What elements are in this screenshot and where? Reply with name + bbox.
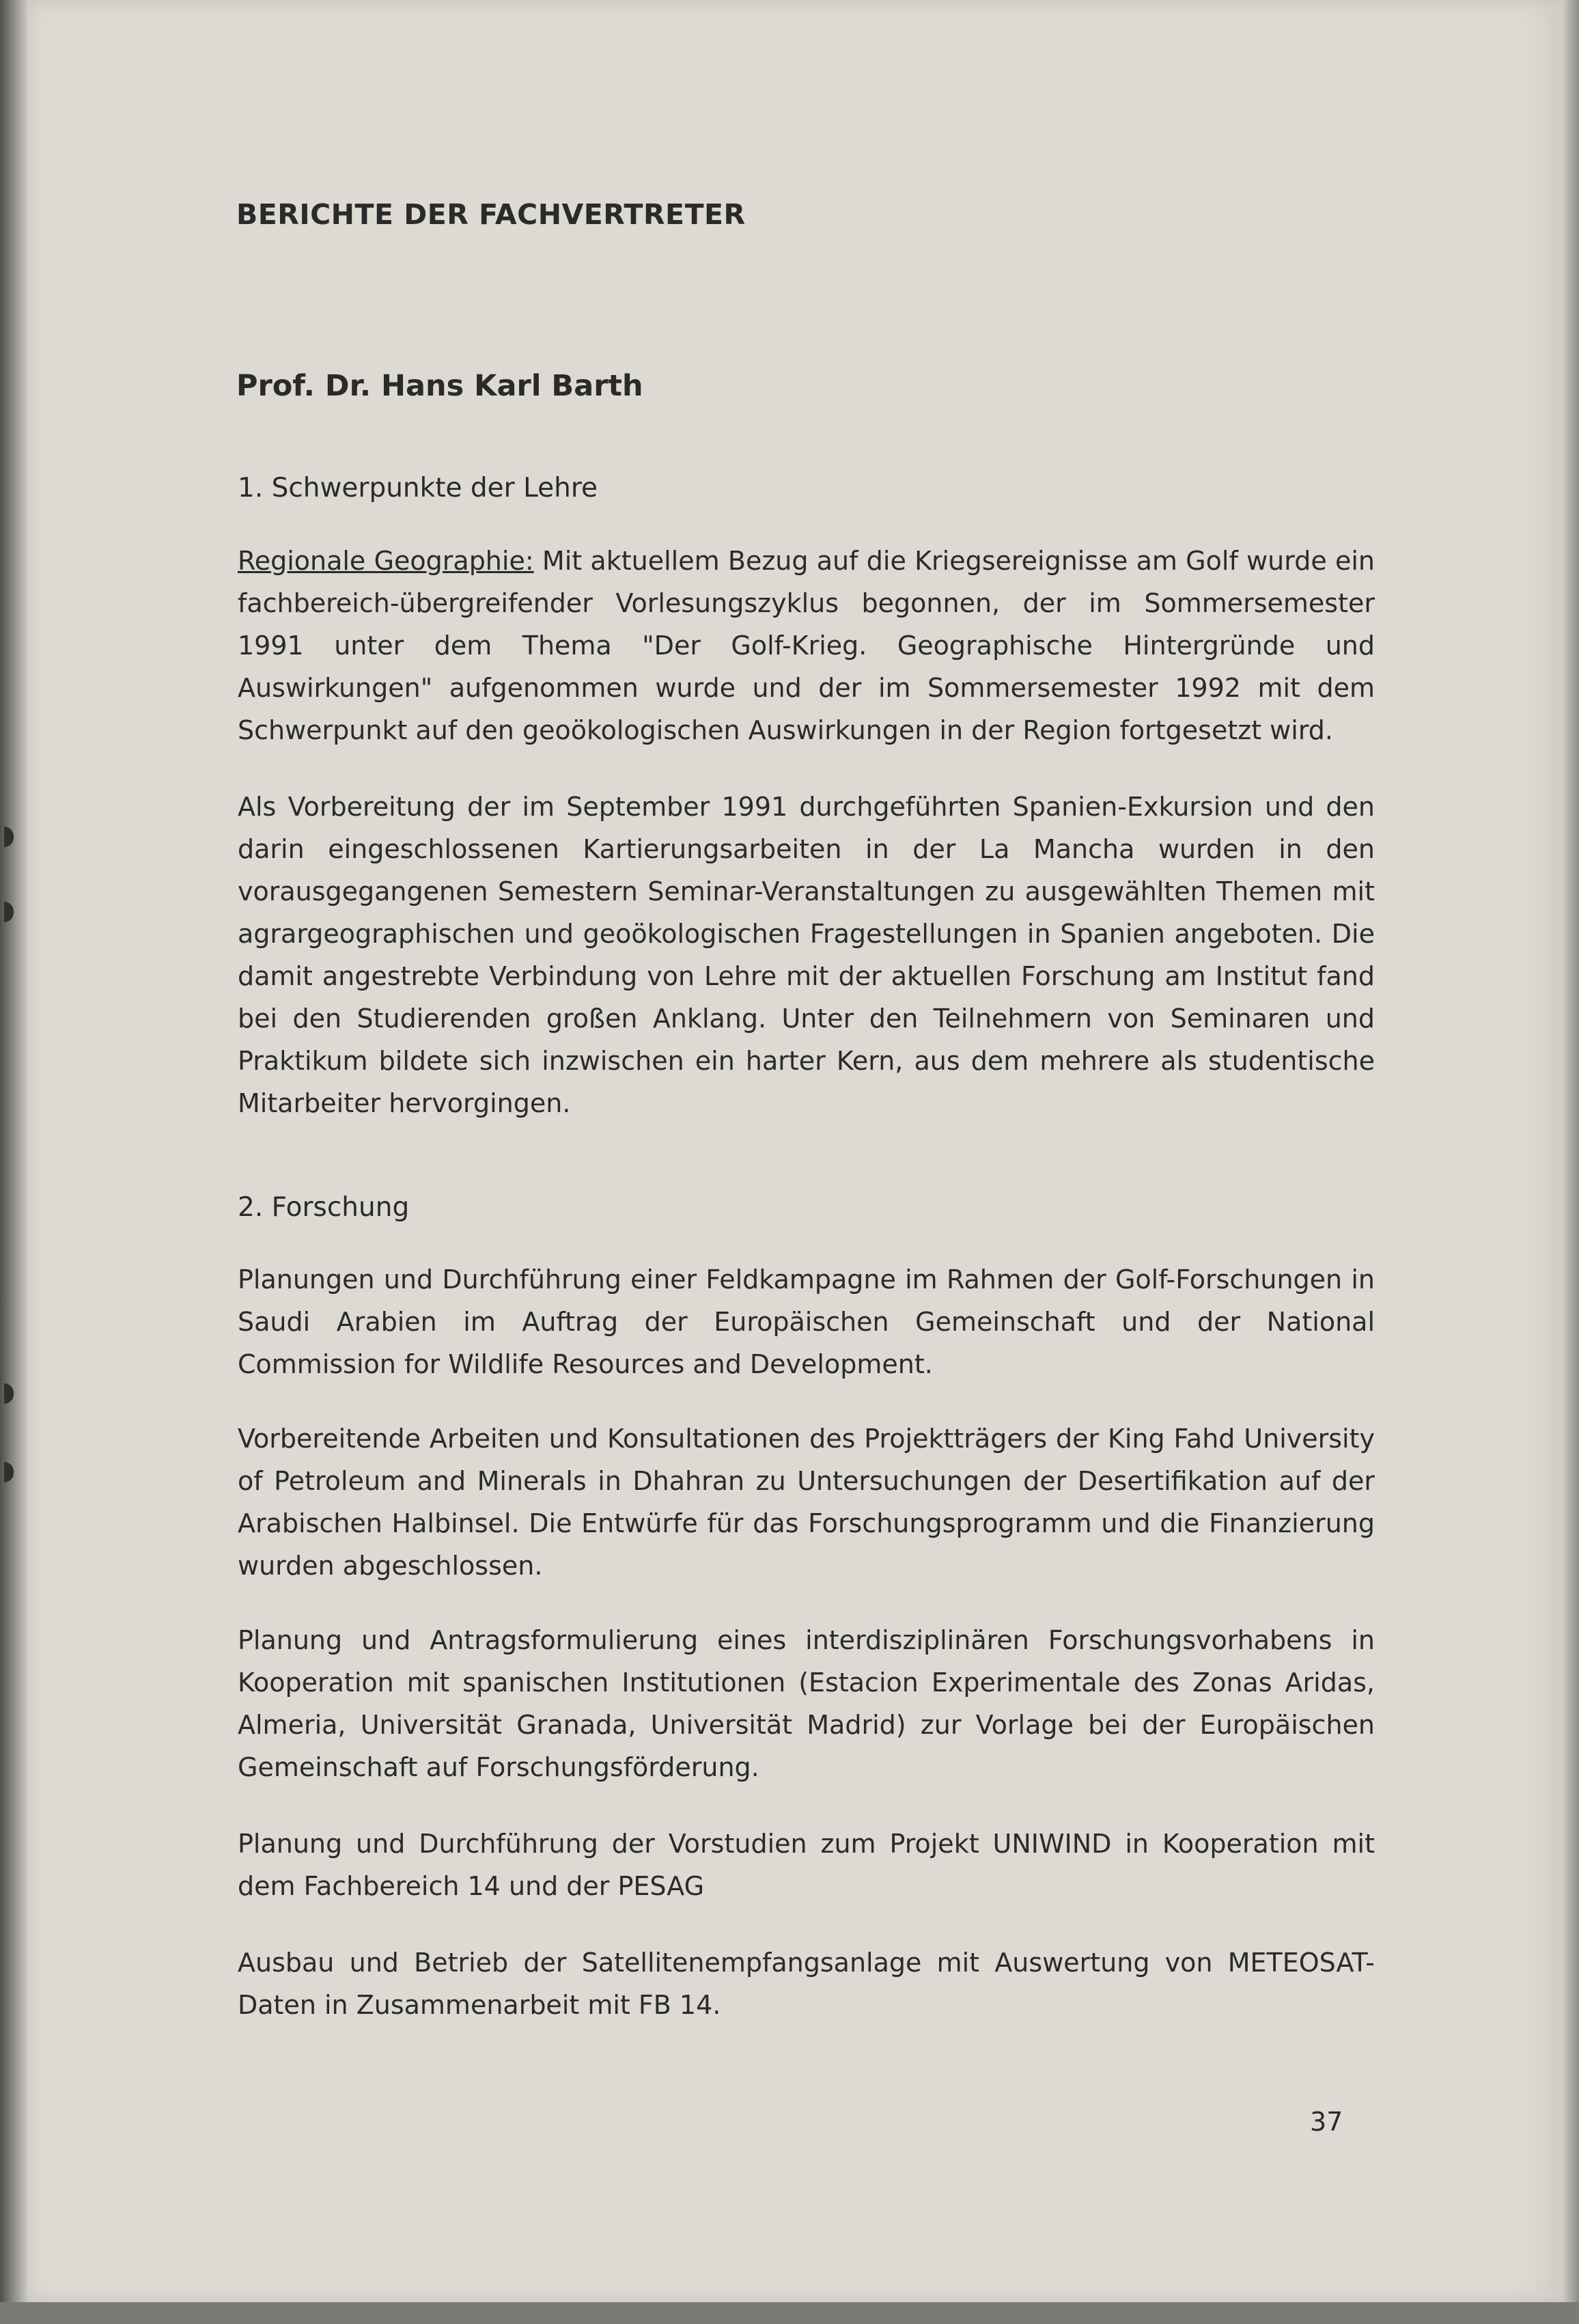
paragraph-spanien-exkursion: Als Vorbereitung der im September 1991 durchgeführten Spanien-Exkursion und den darin eingeschlossenen Kartierungsarbeiten in der La Mancha wurden in den vorausgegangenen Semestern Seminar-Veranstaltungen zu ausgewählten Themen mit agrargeographischen und geoökologischen Fragestellungen in Spanien angeboten. Die damit angestrebte Verbindung von Lehre mit der aktuellen Forschung am Institut fand bei den Studierenden großen Anklang. Unter den Teilnehmern von Seminaren und Praktikum bildete sich inzwischen ein harter Kern, aus dem mehrere als studentische Mitarbeiter hervorgingen. [238, 792, 1375, 1118]
paragraph-antragsformulierung: Planung und Antragsformulierung eines interdisziplinären Forschungsvorhabens in Kooperation mit spanischen Institutionen (Estacion Experimentale des Zonas Aridas, Almeria, Universität Granada, Universität Madrid) zur Vorlage bei der Europäischen Gemeinschaft auf Forschungsförderung. [238, 1625, 1375, 1782]
book-binding-edge [0, 0, 27, 2324]
paragraph-satellitenempfang: Ausbau und Betrieb der Satellitenempfangsanlage mit Auswertung von METEOSAT-Daten in Zusammenarbeit mit FB 14. [238, 1948, 1375, 2020]
paragraph-konsultationen: Vorbereitende Arbeiten und Konsultationen des Projektträgers der King Fahd University of Petroleum and Minerals in Dhahran zu Untersuchungen der Desertifikation auf der Arabischen Halbinsel. Die Entwürfe für das Forschungsprogramm und die Finanzierung wurden abgeschlossen. [238, 1424, 1375, 1581]
author-name: Prof. Dr. Hans Karl Barth [236, 369, 643, 403]
paragraph-regionale-geographie [238, 540, 1375, 751]
paragraph-text: Mit aktuellem Bezug auf die Kriegsereignisse am Golf wurde ein fachbereich-übergreifender Vorlesungszyklus begonnen, der im Sommersemester 1991 unter dem Thema "Der Golf-Krieg. Geographische Hintergründe und Auswirkungen" aufgenommen wurde und der im Sommersemester 1992 mit dem Schwerpunkt auf den geoökologischen Auswirkungen in der Region fortgesetzt wird. [238, 546, 1375, 745]
page-number: 37 [1310, 2107, 1343, 2137]
paragraph-label: Regionale Geographie: [238, 546, 534, 576]
section-title-lehre: 1. Schwerpunkte der Lehre [238, 473, 598, 503]
paragraph-feldkampagne: Planungen und Durchführung einer Feldkampagne im Rahmen der Golf-Forschungen in Saudi Arabien im Auftrag der Europäischen Gemeinschaft und der National Commission for Wildlife Resources and Development. [238, 1264, 1375, 1379]
page-bottom-edge [0, 2302, 1579, 2324]
page-heading: BERICHTE DER FACHVERTRETER [236, 198, 746, 231]
paragraph-uniwind: Planung und Durchführung der Vorstudien zum Projekt UNIWIND in Kooperation mit dem Fachbereich 14 und der PESAG [238, 1829, 1375, 1901]
page-right-edge [1564, 0, 1579, 2324]
document-page [27, 0, 1564, 2302]
section-title-forschung: 2. Forschung [238, 1192, 410, 1223]
